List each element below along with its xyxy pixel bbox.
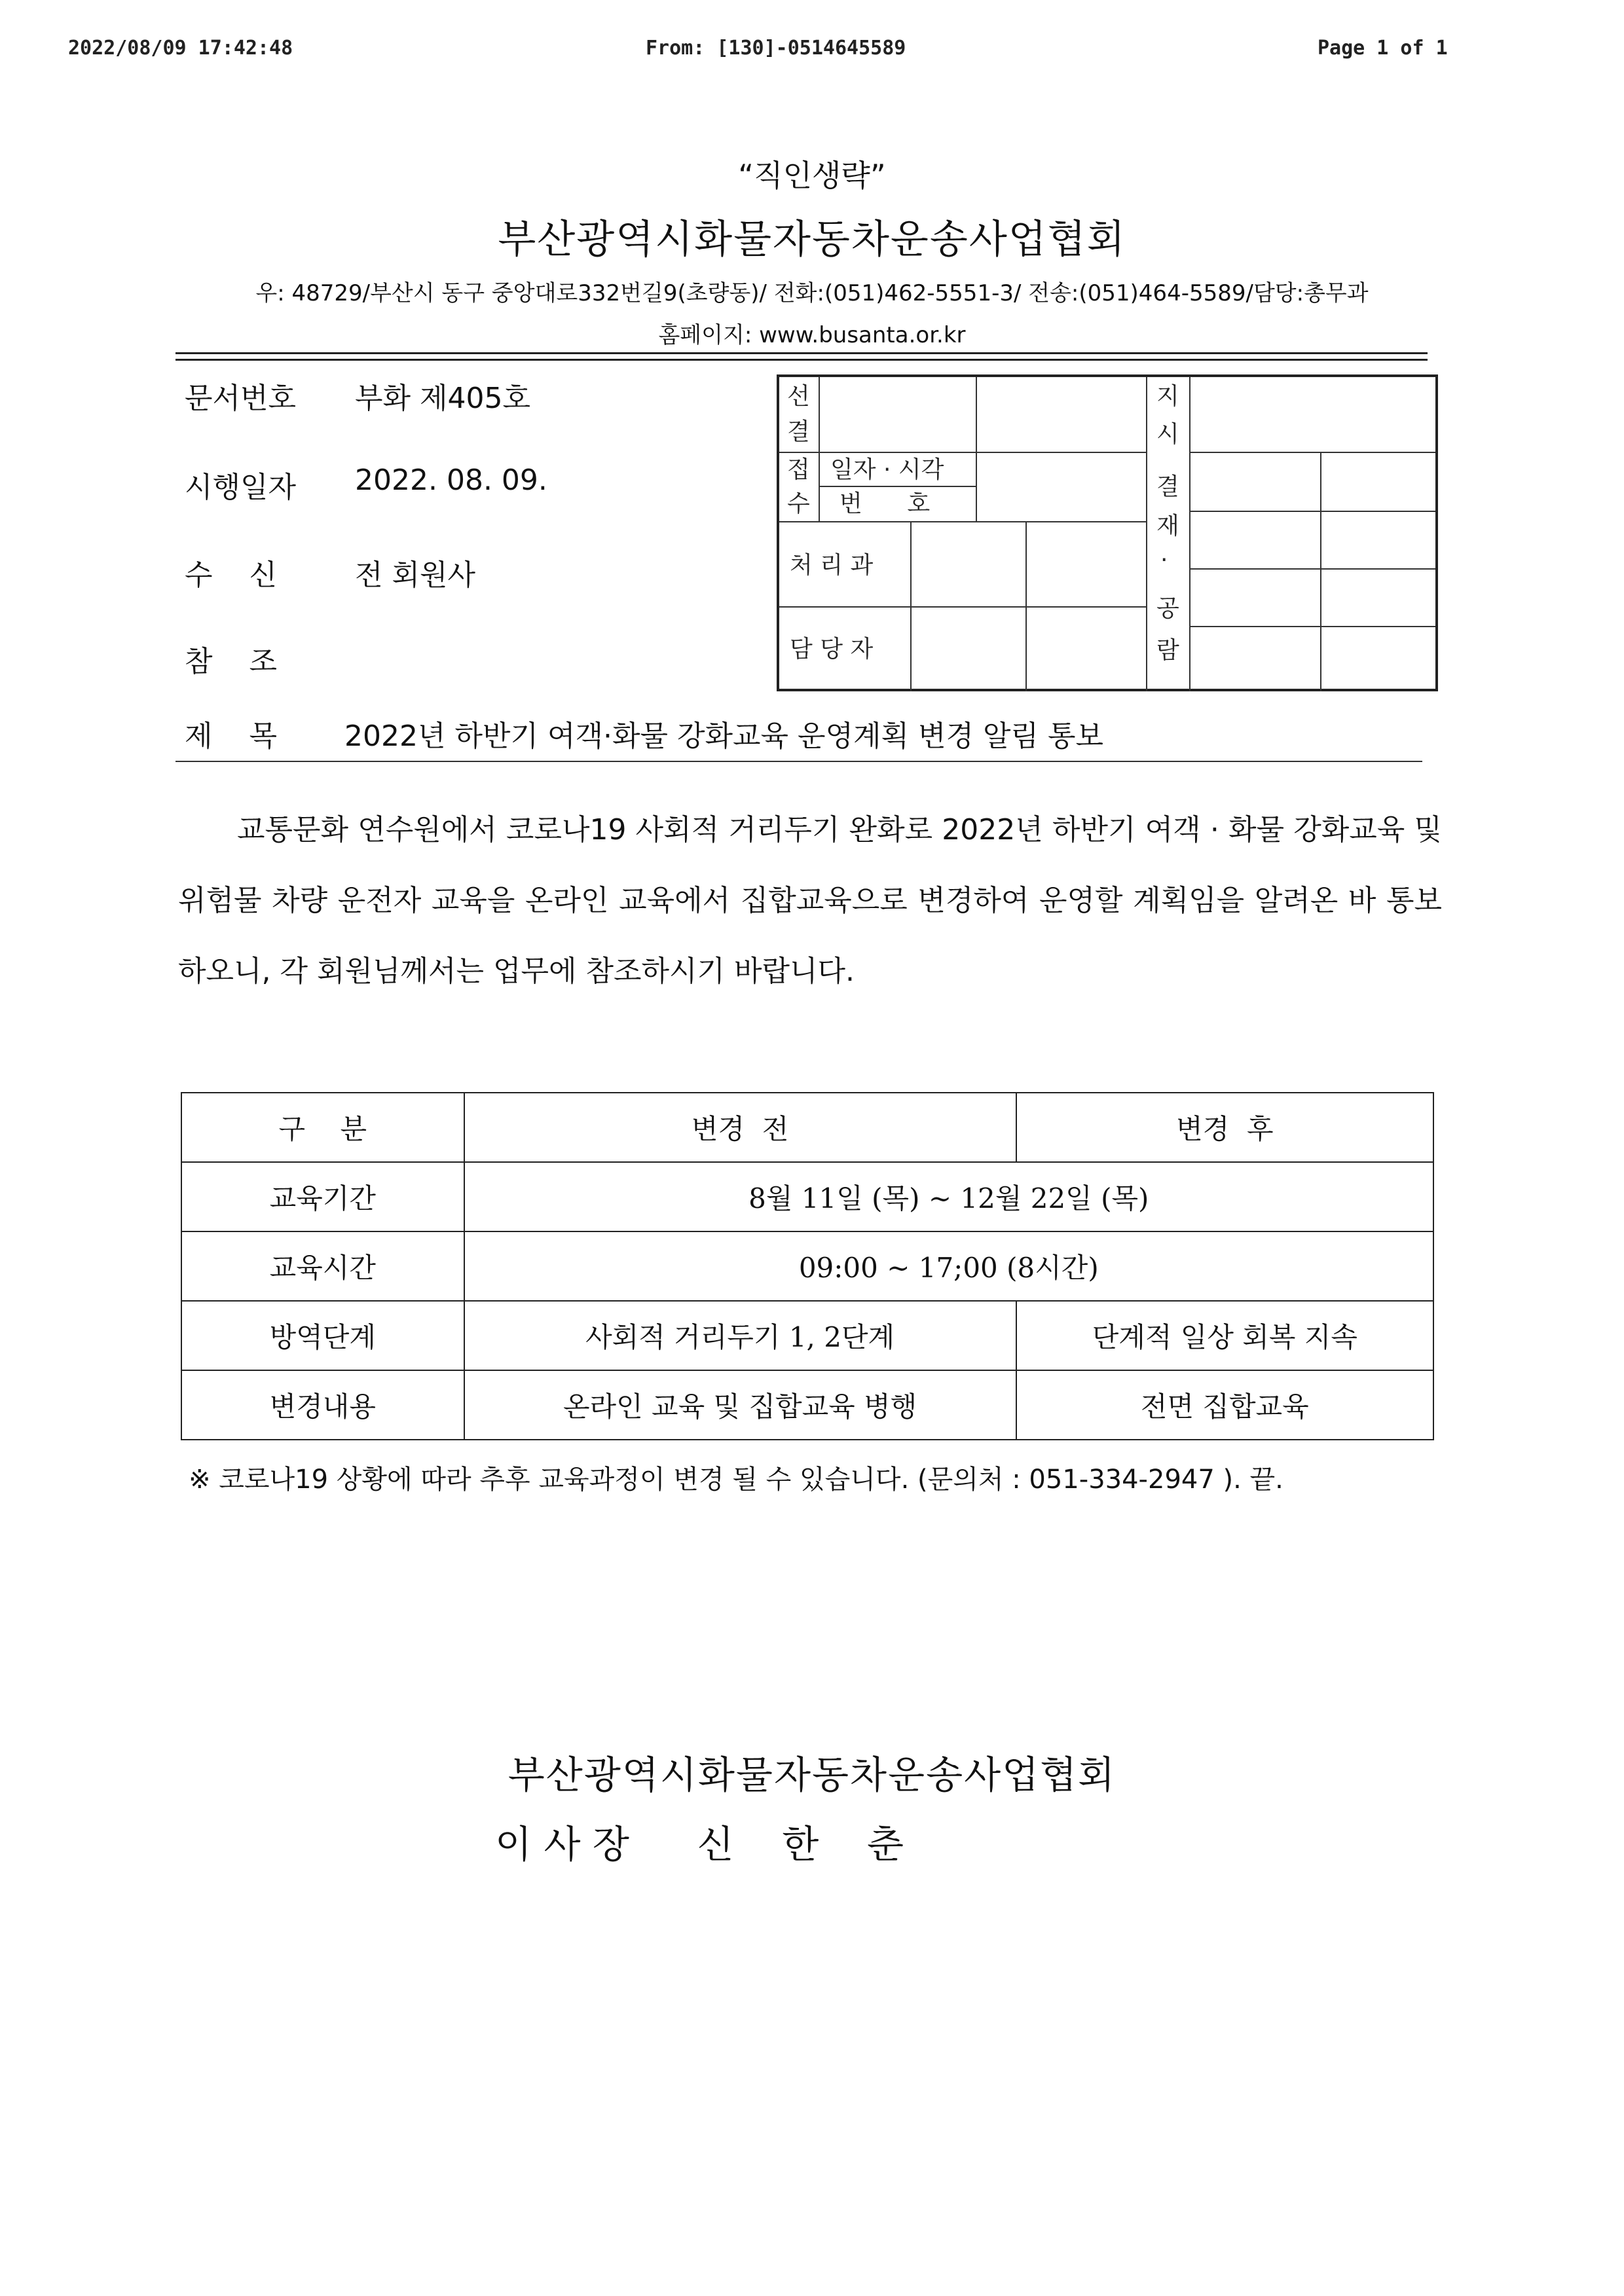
fax-from: From: [130]-0514645589: [646, 37, 906, 60]
letterhead-homepage: 홈페이지: www.busanta.or.kr: [658, 322, 966, 348]
header-divider: [175, 352, 1428, 354]
issue-date-label: 시행일자: [185, 471, 297, 504]
table-header-category: 구 분: [181, 1093, 464, 1162]
approval-gyeol: 결: [787, 418, 810, 445]
doc-number-value: 부화 제405호: [355, 382, 530, 415]
table-row: [181, 1301, 1433, 1370]
approval-ji: 지: [1156, 383, 1179, 410]
table-cell-after: 단계적 일상 회복 지속: [1016, 1301, 1433, 1370]
doc-number-label: 문서번호: [185, 382, 297, 415]
table-header-row: [181, 1093, 1433, 1162]
approval-dot: ·: [1160, 547, 1168, 574]
issue-date-value: 2022. 08. 09.: [355, 464, 547, 497]
approval-si: 시: [1156, 421, 1179, 448]
table-header-after: 변경 후: [1016, 1093, 1433, 1162]
footnote: ※ 코로나19 상황에 따라 추후 교육과정이 변경 될 수 있습니다. (문의처 : 051-334-2947 ). 끝.: [189, 1465, 1283, 1495]
approval-box: [777, 374, 1438, 691]
footer-organization: 부산광역시화물자동차운송사업협회: [507, 1753, 1116, 1797]
body-text: [178, 795, 1442, 1007]
table-cell-merged: 8월 11일 (목) ~ 12월 22일 (목): [464, 1162, 1433, 1231]
table-row-label: 변경내용: [181, 1370, 464, 1440]
table-header-before: 변경 전: [464, 1093, 1016, 1162]
seal-omitted-note: “직인생략”: [738, 158, 886, 193]
table-row-label: 방역단계: [181, 1301, 464, 1370]
table-cell-merged: 09:00 ~ 17;00 (8시간): [464, 1231, 1433, 1301]
approval-gong: 공: [1156, 595, 1179, 622]
signatory-title: 이 사 장: [495, 1822, 629, 1867]
approval-jeop: 접: [787, 456, 810, 483]
table-cell-before: 온라인 교육 및 집합교육 병행: [464, 1370, 1016, 1440]
approval-dept: 처 리 과: [790, 552, 874, 579]
table-cell-before: 사회적 거리두기 1, 2단계: [464, 1301, 1016, 1370]
subject-value: 2022년 하반기 여객·화물 강화교육 운영계획 변경 알림 통보: [344, 720, 1103, 753]
table-row: [181, 1370, 1433, 1440]
table-row-label: 교육기간: [181, 1162, 464, 1231]
reference-label: 참 조: [185, 645, 277, 678]
change-table: [181, 1092, 1434, 1440]
table-row-label: 교육시간: [181, 1231, 464, 1301]
recipient-value: 전 회원사: [355, 558, 476, 592]
footer-signatory: [495, 1813, 904, 1868]
approval-gyeol2: 결: [1156, 473, 1179, 500]
subject-label: 제 목: [185, 720, 277, 753]
approval-su: 수: [787, 490, 810, 517]
approval-ram: 람: [1156, 637, 1179, 664]
subject-underline: [175, 761, 1422, 762]
approval-jae: 재: [1156, 513, 1179, 539]
approval-seon: 선: [787, 383, 810, 410]
fax-datetime: 2022/08/09 17:42:48: [68, 37, 293, 60]
fax-page: Page 1 of 1: [1318, 37, 1448, 60]
approval-number: 번 호: [840, 490, 931, 517]
table-row: [181, 1162, 1433, 1231]
letterhead-address: 우: 48729/부산시 동구 중앙대로332번길9(초량동)/ 전화:(051)462-5551-3/ 전송:(051)464-5589/담당:총무과: [255, 280, 1369, 306]
approval-date-time: 일자 · 시각: [830, 456, 944, 483]
table-cell-after: 전면 집합교육: [1016, 1370, 1433, 1440]
body-paragraph: 교통문화 연수원에서 코로나19 사회적 거리두기 완화로 2022년 하반기 여객 · 화물 강화교육 및 위험물 차량 운전자 교육을 온라인 교육에서 집합교육으로 변경하여 운영할 계획임을 알려온 바 통보하오니, 각 회원님께서는 업무에 참조하시기 바랍니다.: [178, 813, 1442, 988]
signatory-name: 신 한 춘: [697, 1822, 904, 1867]
table-row: [181, 1231, 1433, 1301]
approval-person: 담 당 자: [790, 636, 874, 663]
header-divider-double: [175, 359, 1428, 361]
letterhead-organization: 부산광역시화물자동차운송사업협회: [498, 217, 1126, 263]
recipient-label: 수 신: [185, 558, 277, 592]
